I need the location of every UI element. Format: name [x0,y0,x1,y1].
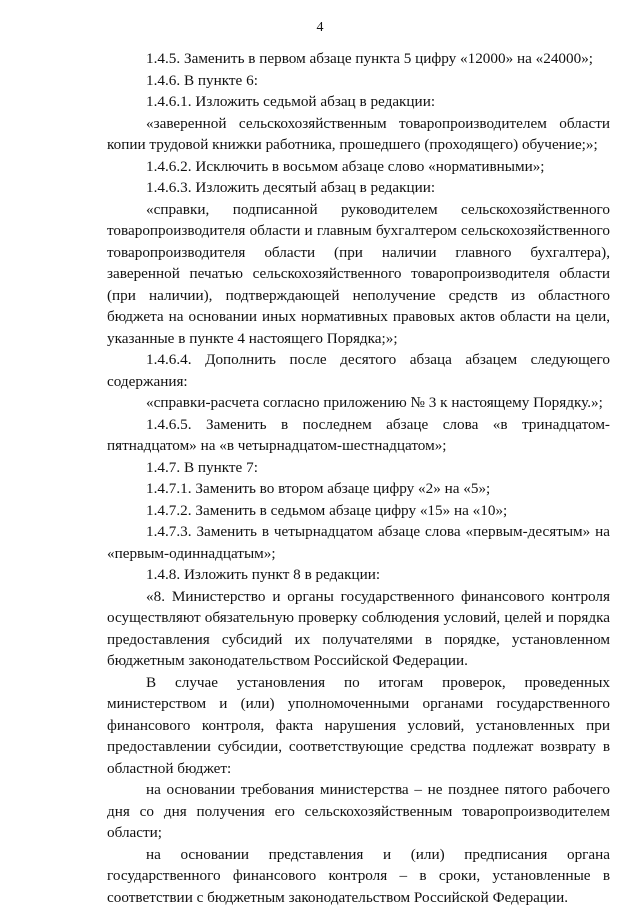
paragraph: В случае установления по итогам проверок, проведенных министерством и (или) уполномоченными органами государственного финансового контроля, факта нарушения условий, установленных при предоставлении субсидии, соответствующие средства подлежат возврату в областной бюджет: [107,672,610,780]
paragraph: «справки-расчета согласно приложению № 3 к настоящему Порядку.»; [107,392,610,414]
page-number: 4 [0,20,640,36]
paragraph: 1.4.6.4. Дополнить после десятого абзаца абзацем следующего содержания: [107,349,610,392]
paragraph: «8. Министерство и органы государственного финансового контроля осуществляют обязательную проверку соблюдения условий, целей и порядка предоставления субсидий их получателями в порядке, установленном бюджетным законодательством Российской Федерации. [107,586,610,672]
paragraph: 1.4.6. В пункте 6: [107,70,610,92]
document-body [107,48,610,908]
paragraph: 1.4.8. Изложить пункт 8 в редакции: [107,564,610,586]
paragraph: на основании представления и (или) предписания органа государственного финансового контроля – в сроки, установленные в соответствии с бюджетным законодательством Российской Федерации. [107,844,610,908]
paragraph: 1.4.7. В пункте 7: [107,457,610,479]
paragraph: 1.4.5. Заменить в первом абзаце пункта 5 цифру «12000» на «24000»; [107,48,610,70]
paragraph: «заверенной сельскохозяйственным товаропроизводителем области копии трудовой книжки работника, прошедшего (проходящего) обучение;»; [107,113,610,156]
paragraph: 1.4.7.3. Заменить в четырнадцатом абзаце слова «первым-десятым» на «первым-одиннадцатым»; [107,521,610,564]
paragraph: на основании требования министерства – не позднее пятого рабочего дня со дня получения его сельскохозяйственным товаропроизводителем области; [107,779,610,844]
paragraph: 1.4.7.1. Заменить во втором абзаце цифру «2» на «5»; [107,478,610,500]
paragraph: 1.4.7.2. Заменить в седьмом абзаце цифру «15» на «10»; [107,500,610,522]
paragraph: 1.4.6.3. Изложить десятый абзац в редакции: [107,177,610,199]
paragraph: «справки, подписанной руководителем сельскохозяйственного товаропроизводителя области и главным бухгалтером сельскохозяйственного товаропроизводителя области (при наличии главного бухгалтера), заверенной печатью сельскохозяйственного товаропроизводителя области (при наличии), подтверждающей неполучение средств из областного бюджета на основании иных нормативных правовых актов области на цели, указанные в пункте 4 настоящего Порядка;»; [107,199,610,350]
paragraph: 1.4.6.5. Заменить в последнем абзаце слова «в тринадцатом-пятнадцатом» на «в четырнадцатом-шестнадцатом»; [107,414,610,457]
paragraph: 1.4.6.2. Исключить в восьмом абзаце слово «нормативными»; [107,156,610,178]
paragraph: 1.4.6.1. Изложить седьмой абзац в редакции: [107,91,610,113]
